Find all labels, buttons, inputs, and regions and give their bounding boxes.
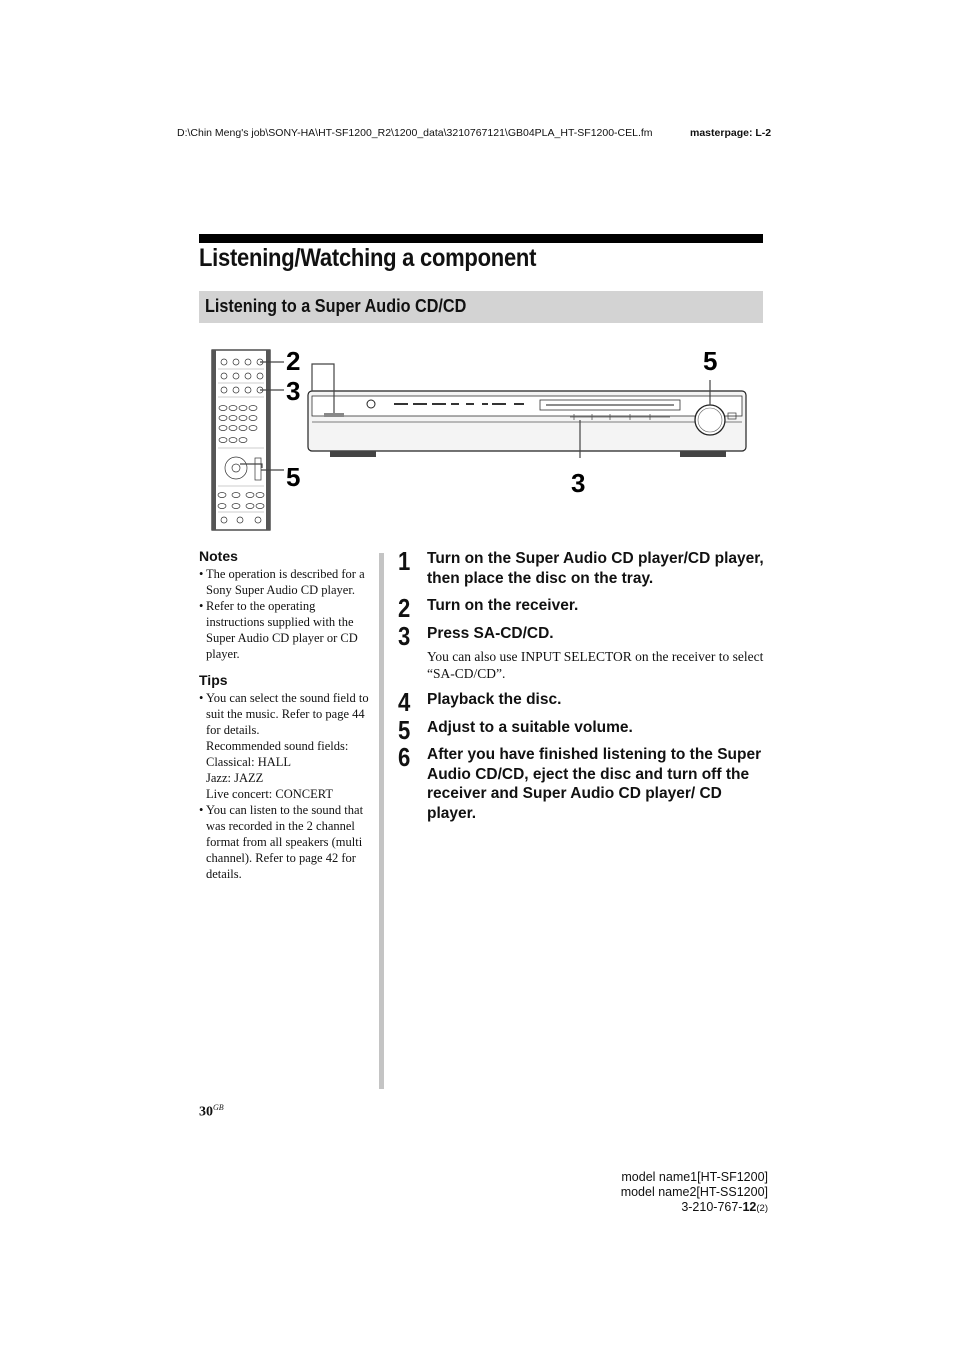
notes-list: [199, 566, 374, 662]
page-number-value: 30: [199, 1104, 213, 1120]
footer-model1: model name1[HT-SF1200]: [621, 1170, 768, 1184]
step-description: You can also use INPUT SELECTOR on the receiver to select “SA-CD/CD”.: [427, 649, 764, 681]
tip-item: [199, 690, 374, 802]
column-divider: [379, 553, 384, 1089]
page-number-suffix: GB: [213, 1103, 224, 1112]
callout-receiver-3: 3: [571, 468, 586, 498]
step-3: [398, 620, 768, 683]
step-number: 5: [398, 714, 411, 745]
tip-text: Jazz: JAZZ: [206, 771, 264, 785]
remote-and-receiver-illustration: [200, 340, 760, 540]
note-item: • Refer to the operating instructions supplied with the Super Audio CD player or CD player.: [199, 598, 374, 662]
section-title: Listening to a Super Audio CD/CD: [205, 296, 467, 316]
step-text: Playback the disc.: [427, 691, 562, 708]
tips-heading: Tips: [199, 672, 228, 688]
tip-text: Classical: HALL: [206, 755, 292, 769]
step-4: [398, 687, 768, 717]
footer-model-info: [621, 1170, 768, 1216]
step-number: 1: [398, 546, 411, 576]
callout-remote-5: 5: [286, 462, 301, 492]
step-number: 4: [398, 687, 411, 717]
step-2: [398, 593, 768, 623]
notes-heading: Notes: [199, 548, 238, 564]
header-file-path: D:\Chin Meng's job\SONY-HA\HT-SF1200_R2\1200_data\3210767121\GB04PLA_HT-SF1200-CEL.fm: [177, 127, 653, 139]
step-5: [398, 714, 768, 745]
step-text: Turn on the receiver.: [427, 597, 579, 614]
title-rule: [199, 234, 763, 243]
footer-code-suffix: (2): [756, 1203, 768, 1214]
step-number: 6: [398, 742, 411, 772]
tip-item: • You can listen to the sound that was recorded in the 2 channel format from all speakers (multi channel). Refer to page 42 for details.: [199, 802, 374, 882]
remote-control-icon: [212, 350, 270, 530]
callout-receiver-5: 5: [703, 346, 718, 376]
step-6: [398, 742, 768, 823]
footer-code-bold: 12: [742, 1200, 757, 1214]
step-text: After you have finished listening to the Super Audio CD/CD, eject the disc and turn off the receiver and Super Audio CD player/ CD player.: [427, 746, 762, 822]
page-number: [199, 1103, 224, 1121]
sidebar: [199, 548, 374, 892]
page-title: Listening/Watching a component: [199, 244, 537, 272]
receiver-icon: [308, 391, 746, 457]
tip-text: • You can select the sound field to suit the music. Refer to page 44 for details.: [206, 691, 369, 737]
header-masterpage: masterpage: L-2: [690, 127, 772, 139]
tip-text: Live concert: CONCERT: [206, 787, 333, 801]
footer-code: [621, 1200, 768, 1216]
tip-text: Recommended sound fields:: [206, 739, 349, 753]
step-number: 2: [398, 593, 411, 623]
footer-model2: model name2[HT-SS1200]: [620, 1185, 768, 1199]
step-text: Turn on the Super Audio CD player/CD player, then place the disc on the tray.: [427, 550, 764, 587]
step-number: 3: [398, 620, 411, 651]
tips-list: [199, 690, 374, 882]
callout-remote-2: 2: [286, 346, 301, 376]
note-item: • The operation is described for a Sony Super Audio CD player.: [199, 566, 374, 598]
step-1: [398, 546, 768, 588]
callout-remote-3: 3: [286, 376, 301, 406]
step-text: Press SA-CD/CD.: [427, 624, 554, 642]
steps-list: [398, 546, 768, 831]
step-text: Adjust to a suitable volume.: [427, 718, 633, 736]
footer-code-prefix: 3-210-767-: [681, 1200, 743, 1214]
